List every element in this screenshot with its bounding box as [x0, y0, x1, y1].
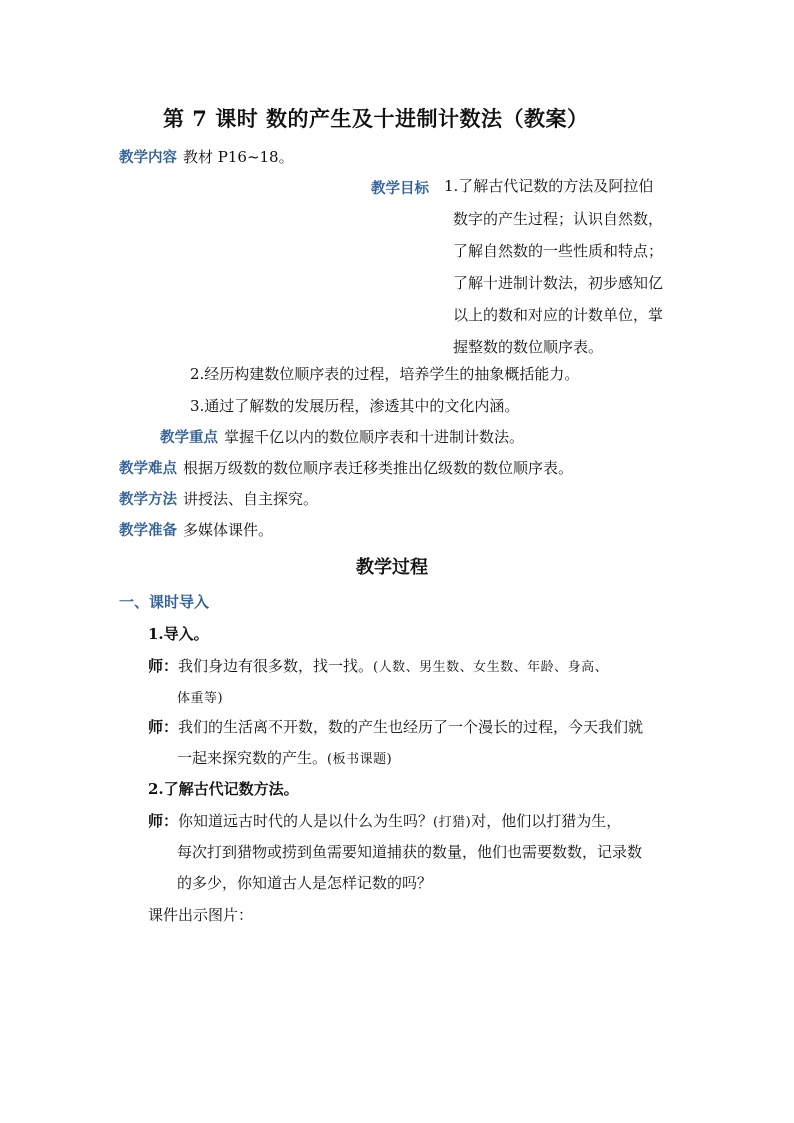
process-heading: 教学过程 [356, 557, 428, 578]
method-text: 讲授法、自主探究。 [183, 490, 319, 508]
teacher-text: 我们身边有很多数，找一找。 [178, 657, 374, 675]
goal1-line-5: 以上的数和对应的计数单位，掌 [453, 306, 664, 324]
teacher-text: 你知道远古时代的人是以什么为生吗？ [178, 812, 434, 830]
difficulty-row [119, 457, 573, 478]
content-label: 教学内容 [119, 149, 177, 166]
step-1: 1.导入。 [148, 625, 209, 643]
teacher-text: 一起来探究数的产生。 [177, 749, 328, 767]
goal1-line-6: 握整数的数位顺序表。 [453, 338, 604, 356]
page-title: 第 7 课时 数的产生及十进制计数法（教案） [163, 106, 589, 131]
teacher-line-3-cont-2: 的多少，你知道古人是怎样记数的吗？ [177, 874, 433, 892]
prep-label: 教学准备 [119, 522, 177, 539]
goal1-continuation [453, 203, 681, 363]
key-point-text: 掌握千亿以内的数位顺序表和十进制计数法。 [224, 428, 525, 446]
teacher-text: 我们的生活离不开数，数的产生也经历了一个漫长的过程，今天我们就 [178, 718, 644, 736]
teacher-note: (板书课题) [327, 752, 393, 767]
content-row [119, 146, 294, 167]
teacher-speaker: 师： [148, 812, 179, 830]
prep-row [119, 519, 273, 540]
section-1-heading: 一、课时导入 [119, 593, 210, 611]
difficulty-text: 根据万级数的数位顺序表迁移类推出亿级数的数位顺序表。 [183, 459, 574, 477]
teacher-speaker: 师： [148, 718, 179, 736]
goals-label: 教学目标 [371, 180, 429, 197]
difficulty-label: 教学难点 [119, 460, 177, 477]
content-text: 教材 P16~18。 [183, 148, 294, 166]
teacher-line-1 [148, 655, 608, 676]
key-point-row [160, 426, 524, 447]
goal1-line-2: 数字的产生过程；认识自然数， [453, 210, 664, 228]
goal3-text: 3.通过了解数的发展历程，渗透其中的文化内涵。 [190, 397, 520, 415]
teacher-line-2 [148, 716, 643, 737]
teacher-line-1-cont: 体重等) [177, 691, 224, 706]
method-label: 教学方法 [119, 491, 177, 508]
goal2-text: 2.经历构建数位顺序表的过程，培养学生的抽象概括能力。 [190, 365, 580, 383]
method-row [119, 488, 318, 509]
teacher-note: (打猎) [433, 815, 472, 830]
teacher-speaker: 师： [148, 657, 179, 675]
goal1-line-4: 了解十进制计数法，初步感知亿 [453, 274, 664, 292]
teacher-note: (人数、男生数、女生数、年龄、身高、 [373, 660, 609, 675]
key-point-label: 教学重点 [160, 429, 218, 446]
goal1-line-1: 1.了解古代记数的方法及阿拉伯 [444, 177, 654, 195]
prep-text: 多媒体课件。 [183, 521, 274, 539]
teacher-line-2-cont [177, 747, 392, 768]
teacher-line-3-cont-1: 每次打到猎物或捞到鱼需要知道捕获的数量，他们也需要数数，记录数 [177, 843, 643, 861]
teacher-text: 对，他们以打猎为生， [471, 812, 622, 830]
step-2: 2.了解古代记数方法。 [148, 780, 299, 798]
courseware-note: 课件出示图片： [148, 906, 254, 924]
teacher-line-3 [148, 810, 621, 831]
goal1-line-3: 了解自然数的一些性质和特点； [453, 242, 664, 260]
